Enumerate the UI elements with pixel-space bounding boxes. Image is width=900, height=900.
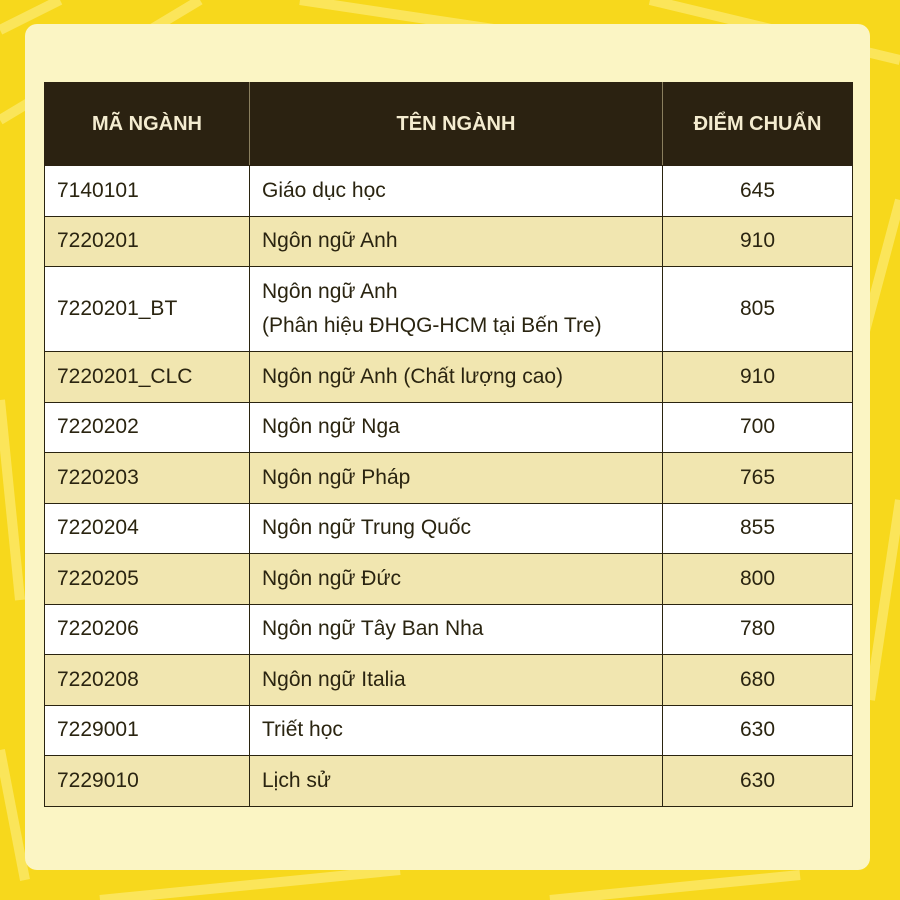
table-row bbox=[45, 705, 853, 756]
row-score: 680 bbox=[663, 655, 853, 706]
row-score: 805 bbox=[663, 267, 853, 352]
table-row bbox=[45, 655, 853, 706]
row-score: 700 bbox=[663, 402, 853, 453]
row-name-line2: (Phân hiệu ĐHQG-HCM tại Bến Tre) bbox=[262, 314, 602, 337]
row-code: 7229001 bbox=[45, 705, 250, 756]
row-name: Ngôn ngữ Italia bbox=[250, 655, 663, 706]
row-code: 7220203 bbox=[45, 453, 250, 504]
table-row bbox=[45, 453, 853, 504]
table-row bbox=[45, 554, 853, 605]
row-score: 910 bbox=[663, 352, 853, 403]
row-code: 7220208 bbox=[45, 655, 250, 706]
table-row bbox=[45, 604, 853, 655]
table-header-row bbox=[45, 83, 853, 166]
row-name: Ngôn ngữ Nga bbox=[250, 402, 663, 453]
row-score: 855 bbox=[663, 503, 853, 554]
row-name: Ngôn ngữ Anh bbox=[250, 216, 663, 267]
table-row bbox=[45, 756, 853, 807]
row-score: 630 bbox=[663, 756, 853, 807]
row-code: 7220206 bbox=[45, 604, 250, 655]
row-code: 7220202 bbox=[45, 402, 250, 453]
row-score: 780 bbox=[663, 604, 853, 655]
table-row bbox=[45, 402, 853, 453]
header-score: ĐIỂM CHUẨN bbox=[663, 83, 853, 166]
row-name: Ngôn ngữ Pháp bbox=[250, 453, 663, 504]
table-row bbox=[45, 166, 853, 217]
header-name: TÊN NGÀNH bbox=[250, 83, 663, 166]
row-score: 800 bbox=[663, 554, 853, 605]
table-row bbox=[45, 352, 853, 403]
row-name: Lịch sử bbox=[250, 756, 663, 807]
row-score: 765 bbox=[663, 453, 853, 504]
table-row bbox=[45, 503, 853, 554]
row-score: 630 bbox=[663, 705, 853, 756]
row-code: 7220201_CLC bbox=[45, 352, 250, 403]
row-code: 7229010 bbox=[45, 756, 250, 807]
table-row bbox=[45, 267, 853, 352]
row-name: Ngôn ngữ Tây Ban Nha bbox=[250, 604, 663, 655]
row-code: 7220204 bbox=[45, 503, 250, 554]
row-name: Triết học bbox=[250, 705, 663, 756]
row-code: 7220201 bbox=[45, 216, 250, 267]
row-code: 7220205 bbox=[45, 554, 250, 605]
row-name: Ngôn ngữ Đức bbox=[250, 554, 663, 605]
row-name bbox=[250, 267, 663, 352]
header-code: MÃ NGÀNH bbox=[45, 83, 250, 166]
row-score: 910 bbox=[663, 216, 853, 267]
row-score: 645 bbox=[663, 166, 853, 217]
row-name: Giáo dục học bbox=[250, 166, 663, 217]
row-name-line1: Ngôn ngữ Anh bbox=[262, 280, 398, 303]
row-code: 7220201_BT bbox=[45, 267, 250, 352]
row-name: Ngôn ngữ Anh (Chất lượng cao) bbox=[250, 352, 663, 403]
admission-score-table bbox=[44, 82, 853, 807]
table-row bbox=[45, 216, 853, 267]
row-code: 7140101 bbox=[45, 166, 250, 217]
row-name: Ngôn ngữ Trung Quốc bbox=[250, 503, 663, 554]
